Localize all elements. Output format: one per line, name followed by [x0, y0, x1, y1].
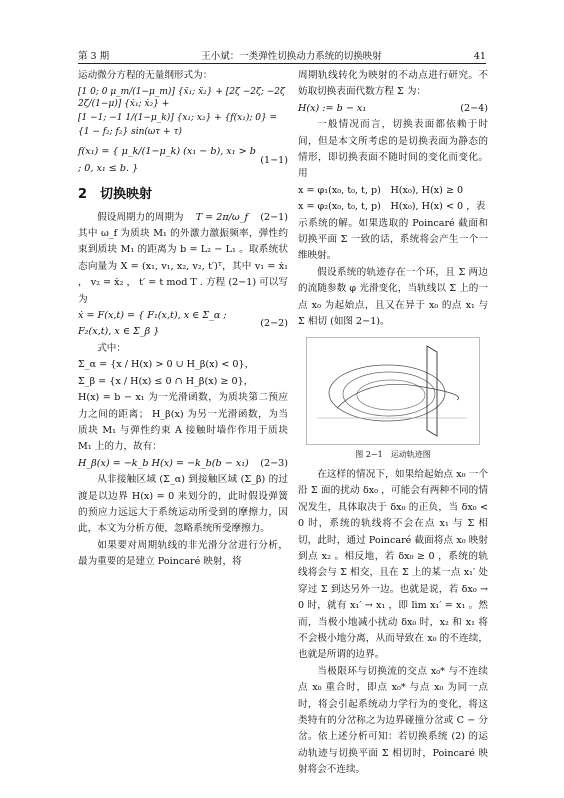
equation-body: H(x) := b − x₁ — [298, 102, 367, 114]
switching-plane — [427, 346, 437, 436]
equation-body: H_β(x) = −k_b H(x) = −k_b(b − x₁) — [78, 457, 249, 469]
right-column — [298, 68, 488, 779]
paragraph: 其中 ω_f 为质块 M₁ 的外激力激振频率，弹性约束到质块 M₁ 的距离为 b = L₂ − L₁ 。取系统状态向量为 X = (x₁, v₁, x₂, v₂, t′)ᵀ，其中 v₁ = ẋ₁ ， v₂ = ẋ₂ ， t′ = t mod T . 方程 (2−1) 可以写为 — [78, 228, 288, 305]
equation-body: T = 2π/ω_f — [195, 211, 249, 223]
paragraph: H(x) = b − x₁ 为一光滑函数，为质块第二预应力之间的距离； H_β(x) 为另一光滑函数，为当质块 M₁ 与弹性约束 A 接触时墙作作用于质块 M₁ 上的力，故有： — [78, 392, 288, 453]
figure-caption: 图 2−1 运动轨迹图 — [355, 449, 431, 459]
trajectory-figure — [306, 337, 480, 445]
equation-number: (2−4) — [460, 102, 488, 114]
equation-body: ẋ = F(x,t) = { F₁(x,t), x ∈ Σ_α ; F₂(x,t), x ∈ Σ_β } — [78, 310, 227, 338]
paragraph: 示系统的解。如果选取的 Poincaré 截面和切换平面 Σ 一致的话，系统将会产生一个一维映射。 — [298, 217, 488, 262]
sigma-alpha-def: Σ_α = {x / H(x) > 0 ∪ H_β(x) < 0}， — [78, 359, 255, 371]
matrix-equation-line-3: {1 − f₂; f₂} sin(ωτ + τ) — [78, 127, 182, 138]
equation-number: (2−1) — [260, 211, 288, 223]
equation-number: (1−1) — [260, 154, 288, 166]
matrix-equation-line-2: [1 −1; −1 1/(1−μ_k)] {x₁; x₂} + {f(x₁); 0} = — [78, 113, 278, 124]
equation-2-2 — [78, 308, 288, 341]
issue-number: 第 3 期 — [78, 51, 110, 62]
intro-text: 运动微分方程的无量纲形式为： — [78, 70, 213, 81]
sigma-beta-def: Σ_β = {x / H(x) ≤ 0 ∩ H_β(x) ≥ 0}， — [78, 375, 254, 387]
paragraph: 假设系统的轨迹存在一个环，且 Σ 两边的流随参数 φ 光滑变化，当轨线以 Σ 上的一点 x₀ 为起始点，且又在异于 x₀ 的点 x₁ 与 Σ 相切 (如图 2−1)。 — [298, 266, 488, 328]
paragraph: 从非接触区域 (Σ_α) 到接触区域 (Σ_β) 的过渡是以边界 H(x) = 0 来划分的，此时假设弹簧的预应力远远大于系统运动所受到的摩擦力，因此，本文为分析方便，忽略系统所受摩擦力。 — [78, 474, 288, 535]
equation-2-1 — [78, 210, 288, 226]
header-rule — [78, 63, 486, 64]
paragraph: 当极限环与切换流的交点 x₀* 与不连续点 x₀ 重合时，即点 x₀* 与点 x₀ 为同一点时，将会引起系统动力学行为的变化，将这类特有的分岔称之为边界碰撞分岔或 C − 分岔。依上述分析可知：若切换系统 (2) 的运动轨迹与切换平面 Σ 相切时，Poincaré 映射将会不连续。 — [298, 665, 488, 776]
period-intro: 假设周期力的周期为 — [97, 211, 184, 223]
equation-2-3 — [78, 456, 288, 472]
solution-1: x = φ₁(x₀, t₀, t, p) H(x₀), H(x) ≥ 0 — [298, 184, 464, 196]
trajectory-plot — [307, 338, 479, 442]
equation-1-1 — [78, 144, 288, 177]
paragraph: 在这样的情况下，如果给起始点 x₀ 一个沿 Σ 面的扰动 δx₀ ，可能会有两种不同的情况发生，具体取决于 δx₀ 的正负，当 δx₀ < 0 时，系统的轨线将不会在点 x₁ 与 Σ 相切，此时，通过 Poincaré 截面将点 x₀ 映射到点 x₂ 。相反地，若 δx₀ ≥ 0 ，系统的轨线将会与 Σ 相交，且在 Σ 上的某一点 x₁′ 处穿过 Σ 到达另外一边。也就是说，若 δx₀ → 0 时，就有 x₁′ → x₁ ，即 lim x₁′ = x₁ 。然而，当极小地减小扰动 δx₀ 时，x₂ 和 x₁ 将不会极小地分离，从而导致在 x₀ 的不连续，也就是所谓的边界。 — [298, 468, 488, 661]
equation-number: (2−2) — [260, 318, 288, 330]
paragraph: 如果要对周期轨线的非光滑分岔进行分析，最为重要的是建立 Poincaré 映射，将 — [78, 539, 288, 568]
running-title: 王小斌：一类弹性切换动力系统的切换映射 — [201, 51, 382, 62]
equation-number: (2−3) — [260, 457, 288, 469]
left-column — [78, 68, 288, 571]
page-number: 41 — [473, 51, 486, 62]
paragraph: 周期轨线转化为映射的不动点进行研究。不妨取切换表面代数方程 Σ 为： — [298, 70, 488, 98]
paragraph: 一般情况而言，切换表面都依赖于时间，但是本文所考虑的是切换表面为静态的情形，即切换表面不随时间的变化而变化。用 — [298, 119, 488, 180]
equation-2-4 — [298, 101, 488, 117]
section-heading: 2 切换映射 — [78, 187, 153, 203]
equation-body: f(x₁) = { μ_k/(1−μ_k) (x₁ − b), x₁ > b ; 0, x₁ ≤ b. } — [78, 146, 256, 174]
matrix-equation-line-1: [1 0; 0 μ_m/(1−μ_m)] {ẍ₁; ẍ₂} + [2ζ −2ζ; −2ζ 2ζ/(1−μ)] {ẋ₁; ẋ₂} + — [78, 87, 285, 110]
orbit-outer — [329, 365, 445, 421]
running-header — [78, 46, 486, 62]
where-label: 式中： — [97, 342, 126, 354]
solution-2: x = φ₂(x₀, t₀, t, p) H(x₀), H(x) < 0 ，表 — [298, 201, 486, 213]
